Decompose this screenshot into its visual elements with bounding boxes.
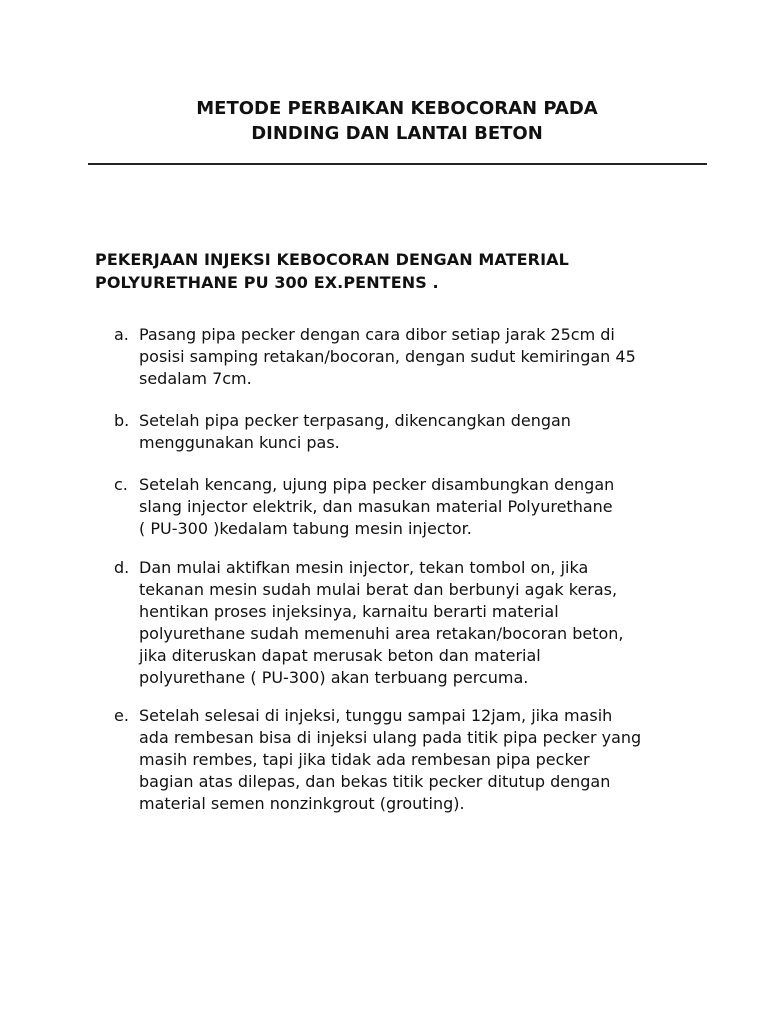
step-a-letter: a.	[114, 325, 129, 344]
step-c	[114, 474, 714, 540]
step-a-line: posisi samping retakan/bocoran, dengan sudut kemiringan 45	[139, 347, 636, 366]
section-heading	[95, 248, 715, 294]
step-d-line: jika diteruskan dapat merusak beton dan material	[139, 646, 541, 665]
step-d-line: polyurethane sudah memenuhi area retakan/bocoran beton,	[139, 624, 624, 643]
step-a-line: Pasang pipa pecker dengan cara dibor setiap jarak 25cm di	[139, 325, 615, 344]
step-d	[114, 557, 714, 689]
title-divider	[88, 163, 707, 165]
step-c-letter: c.	[114, 475, 128, 494]
step-e-text	[139, 705, 714, 815]
step-c-text	[139, 474, 714, 540]
step-d-letter: d.	[114, 558, 130, 577]
step-e-line: ada rembesan bisa di injeksi ulang pada titik pipa pecker yang	[139, 728, 642, 747]
step-b-line: menggunakan kunci pas.	[139, 433, 340, 452]
step-d-line: tekanan mesin sudah mulai berat dan berbunyi agak keras,	[139, 580, 618, 599]
step-d-line: hentikan proses injeksinya, karnaitu berarti material	[139, 602, 559, 621]
document-title-line-1: METODE PERBAIKAN KEBOCORAN PADA	[196, 98, 598, 119]
step-c-line: ( PU-300 )kedalam tabung mesin injector.	[139, 519, 472, 538]
section-heading-line-1: PEKERJAAN INJEKSI KEBOCORAN DENGAN MATERIAL	[95, 250, 569, 269]
step-d-text	[139, 557, 714, 689]
step-a	[114, 324, 714, 390]
step-b-letter: b.	[114, 411, 130, 430]
step-e-line: bagian atas dilepas, dan bekas titik pecker ditutup dengan	[139, 772, 611, 791]
step-c-line: Setelah kencang, ujung pipa pecker disambungkan dengan	[139, 475, 615, 494]
step-b-text	[139, 410, 714, 454]
document-title-line-2: DINDING DAN LANTAI BETON	[251, 123, 543, 144]
step-e	[114, 705, 714, 815]
document-title	[88, 96, 706, 146]
step-b-line: Setelah pipa pecker terpasang, dikencangkan dengan	[139, 411, 571, 430]
step-b	[114, 410, 714, 454]
step-e-letter: e.	[114, 706, 129, 725]
section-heading-line-2: POLYURETHANE PU 300 EX.PENTENS .	[95, 273, 439, 292]
step-e-line: material semen nonzinkgrout (grouting).	[139, 794, 465, 813]
step-a-text	[139, 324, 714, 390]
step-c-line: slang injector elektrik, dan masukan material Polyurethane	[139, 497, 613, 516]
step-d-line: Dan mulai aktifkan mesin injector, tekan tombol on, jika	[139, 558, 589, 577]
step-a-line: sedalam 7cm.	[139, 369, 252, 388]
step-d-line: polyurethane ( PU-300) akan terbuang percuma.	[139, 668, 529, 687]
step-e-line: Setelah selesai di injeksi, tunggu sampai 12jam, jika masih	[139, 706, 613, 725]
step-e-line: masih rembes, tapi jika tidak ada rembesan pipa pecker	[139, 750, 590, 769]
